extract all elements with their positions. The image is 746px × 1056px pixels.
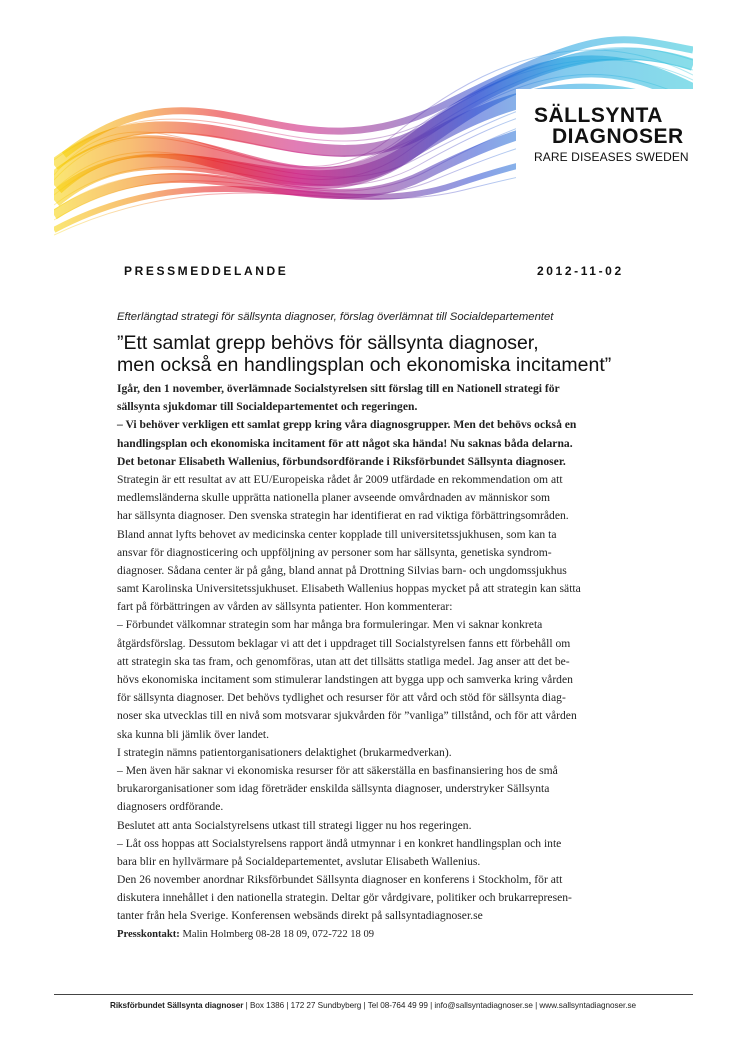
body-line: ansvar för diagnosticering och uppföljning av personer som har sällsynta, genetiska syndrom- xyxy=(117,545,552,559)
body-line: fart på förbättringen av vården av sällsynta patienter. Hon kommenterar: xyxy=(117,600,453,614)
logo-text-line2: DIAGNOSER xyxy=(552,125,684,148)
body-line: diagnoser. Sådana center är på gång, bland annat på Drottning Silvias barn- och ungdomssjukhus xyxy=(117,563,567,577)
footer xyxy=(0,1001,746,1010)
document-type-label: PRESSMEDDELANDE xyxy=(124,264,289,278)
body-line: för sällsynta diagnoser. Det behövs tydlighet och resurser för att vård och stöd för sällsynta diag- xyxy=(117,691,566,705)
body-line: handlingsplan och ekonomiska incitament för att något ska hända! Nu saknas båda delarna. xyxy=(117,436,573,450)
body-line: åtgärdsförslag. Dessutom beklagar vi att det i uppdraget till Socialstyrelsen fanns ett förbehåll om xyxy=(117,636,571,650)
body-line: har sällsynta diagnoser. Den svenska strategin har identifierat en rad viktiga förbättringsområden. xyxy=(117,509,569,523)
body-line: – Förbundet välkomnar strategin som har många bra formuleringar. Men vi saknar konkreta xyxy=(117,618,543,632)
press-contact xyxy=(117,926,637,944)
body-line: hövs ekonomiska incitament som stimulerar landstingen att bygga upp och samverka kring vården xyxy=(117,673,573,686)
footer-org-name: Riksförbundet Sällsynta diagnoser xyxy=(109,1001,244,1010)
body-line: sällsynta sjukdomar till Socialdepartementet och regeringen. xyxy=(117,400,418,414)
body-line: samt Karolinska Universitetssjukhuset. Elisabeth Wallenius hoppas mycket på att strategin kan sätta xyxy=(117,582,581,596)
body-line: – Låt oss hoppas att Socialstyrelsens rapport ändå utmynnar i en konkret handlingsplan och inte xyxy=(117,836,562,850)
subtitle: Efterlängtad strategi för sällsynta diagnoser, förslag överlämnat till Socialdepartementet xyxy=(117,311,554,323)
body-line: I strategin nämns patientorganisationers delaktighet (brukarmedverkan). xyxy=(117,745,452,759)
logo xyxy=(516,89,693,181)
body-line: medlemsländerna skulle upprätta nationella planer avseende omvårdnaden av människor som xyxy=(117,491,551,505)
logo-text-line3: RARE DISEASES SWEDEN xyxy=(534,150,689,164)
body-line: Det betonar Elisabeth Wallenius, förbundsordförande i Riksförbundet Sällsynta diagnoser. xyxy=(117,454,566,468)
title-line-2: men också en handlingsplan och ekonomiska incitament” xyxy=(117,354,612,376)
press-contact-value: Malin Holmberg 08-28 18 09, 072-722 18 09 xyxy=(179,928,375,940)
body-line: – Men även här saknar vi ekonomiska resurser för att säkerställa en basfinansiering hos de små xyxy=(117,763,558,777)
body-line: noser ska utvecklas till en nivå som motsvarar sjukvården för ”vanliga” tillstånd, och för att vården xyxy=(117,709,577,723)
press-contact-label: Presskontakt: xyxy=(117,928,180,940)
page-title xyxy=(117,332,611,376)
title-line-1: ”Ett samlat grepp behövs för sällsynta diagnoser, xyxy=(117,332,539,354)
body-line: brukarorganisationer som idag företräder enskilda sällsynta diagnoser, understryker Sällsynta xyxy=(117,782,550,796)
body-line: diskutera innehållet i den nationella strategin. Deltar gör vårdgivare, politiker och brukarrepresen- xyxy=(117,891,572,905)
body-line: att strategin ska tas fram, och genomföras, utan att det tillsätts statliga medel. Jag anser att det be- xyxy=(117,654,570,668)
body-text xyxy=(117,380,637,944)
body-line: tanter från hela Sverige. Konferensen websänds direkt på sallsyntadiagnoser.se xyxy=(117,909,483,923)
body-line: – Vi behöver verkligen ett samlat grepp kring våra diagnosgrupper. Men det behövs också en xyxy=(117,418,577,432)
body-line: Den 26 november anordnar Riksförbundet Sällsynta diagnoser en konferens i Stockholm, för att xyxy=(117,873,563,887)
logo-text-line1: SÄLLSYNTA xyxy=(534,104,663,127)
body-line: ska kunna bli jämlik över landet. xyxy=(117,727,269,741)
footer-contact-details: | Box 1386 | 172 27 Sundbyberg | Tel 08-764 49 99 | info@sallsyntadiagnoser.se | www.sallsyntadiagnoser.se xyxy=(243,1001,637,1010)
body-line: Igår, den 1 november, överlämnade Socialstyrelsen sitt förslag till en Nationell strategi för xyxy=(117,382,560,395)
footer-divider xyxy=(54,994,693,995)
body-line: bara blir en hyllvärmare på Socialdepartementet, avslutar Elisabeth Wallenius. xyxy=(117,854,481,868)
body-line: Strategin är ett resultat av att EU/Europeiska rådet år 2009 utfärdade en rekommendation om att xyxy=(117,472,563,486)
body-line: Beslutet att anta Socialstyrelsens utkast till strategi ligger nu hos regeringen. xyxy=(117,818,472,832)
body-line: Bland annat lyfts behovet av medicinska center kopplade till universitetssjukhusen, som kan ta xyxy=(117,527,557,541)
document-date: 2012-11-02 xyxy=(537,264,624,278)
body-line: diagnosers ordförande. xyxy=(117,800,224,814)
